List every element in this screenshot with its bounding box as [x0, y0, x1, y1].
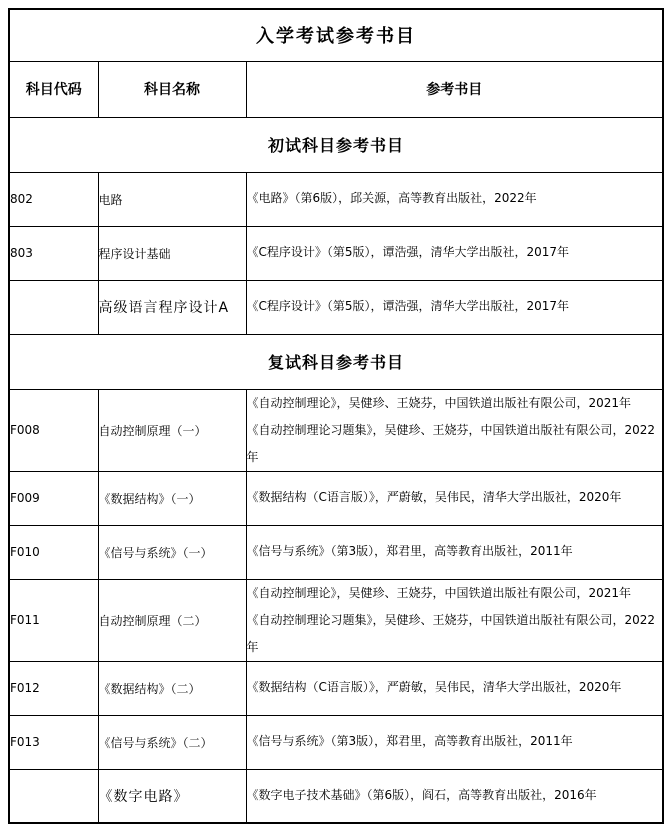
table-title-row — [9, 9, 663, 61]
book-reference: 《自动控制理论习题集》，吴健珍、王娆芬，中国铁道出版社有限公司，2022年 — [246, 612, 656, 654]
table-row — [9, 172, 663, 226]
book-reference: 《数字电子技术基础》（第6版），阎石，高等教育出版社，2016年 — [246, 788, 597, 803]
section-header: 复试科目参考书目 — [9, 334, 663, 389]
reference-books-table — [8, 8, 664, 824]
table-row — [9, 525, 663, 579]
reference-books-cell — [246, 226, 663, 280]
subject-name: 电路 — [98, 172, 246, 226]
subject-code: F011 — [9, 579, 98, 661]
column-header-row — [9, 61, 663, 117]
book-reference: 《信号与系统》（第3版），郑君里，高等教育出版社，2011年 — [246, 734, 573, 749]
table-row — [9, 471, 663, 525]
page-title: 入学考试参考书目 — [9, 9, 663, 61]
table-row — [9, 769, 663, 823]
reference-books-cell — [246, 280, 663, 334]
column-header-subject-name: 科目名称 — [98, 61, 246, 117]
subject-name: 《数据结构》（一） — [98, 471, 246, 525]
book-reference: 《数据结构（C语言版）》，严蔚敏，吴伟民，清华大学出版社，2020年 — [246, 680, 622, 695]
book-reference: 《信号与系统》（第3版），郑君里，高等教育出版社，2011年 — [246, 544, 573, 559]
reference-books-cell — [246, 579, 663, 661]
book-reference: 《自动控制理论》，吴健珍、王娆芬，中国铁道出版社有限公司，2021年 — [246, 585, 632, 600]
book-reference: 《C程序设计》（第5版），谭浩强，清华大学出版社，2017年 — [246, 245, 570, 260]
table-row — [9, 280, 663, 334]
reference-books-cell — [246, 389, 663, 471]
section-header: 初试科目参考书目 — [9, 117, 663, 172]
reference-books-cell — [246, 525, 663, 579]
subject-name: 《信号与系统》（一） — [98, 525, 246, 579]
column-header-subject-code: 科目代码 — [9, 61, 98, 117]
section-header-row — [9, 117, 663, 172]
reference-books-cell — [246, 172, 663, 226]
book-reference: 《电路》（第6版），邱关源，高等教育出版社，2022年 — [246, 191, 537, 206]
table-row — [9, 715, 663, 769]
subject-code — [9, 769, 98, 823]
subject-name: 《信号与系统》（二） — [98, 715, 246, 769]
subject-name: 《数据结构》（二） — [98, 661, 246, 715]
book-reference: 《自动控制理论习题集》，吴健珍、王娆芬，中国铁道出版社有限公司，2022年 — [246, 422, 656, 464]
book-reference: 《数据结构（C语言版）》，严蔚敏，吴伟民，清华大学出版社，2020年 — [246, 490, 622, 505]
subject-name: 自动控制原理（二） — [98, 579, 246, 661]
subject-name: 高级语言程序设计A — [98, 280, 246, 334]
table-row — [9, 661, 663, 715]
reference-books-cell — [246, 661, 663, 715]
book-reference: 《C程序设计》（第5版），谭浩强，清华大学出版社，2017年 — [246, 299, 570, 314]
subject-code: F008 — [9, 389, 98, 471]
subject-code: 802 — [9, 172, 98, 226]
reference-books-cell — [246, 769, 663, 823]
subject-code: F013 — [9, 715, 98, 769]
section-header-row — [9, 334, 663, 389]
book-reference: 《自动控制理论》，吴健珍、王娆芬，中国铁道出版社有限公司，2021年 — [246, 395, 632, 410]
column-header-reference-books: 参考书目 — [246, 61, 663, 117]
reference-books-cell — [246, 715, 663, 769]
table-row — [9, 226, 663, 280]
subject-name: 程序设计基础 — [98, 226, 246, 280]
reference-books-cell — [246, 471, 663, 525]
subject-code — [9, 280, 98, 334]
subject-code: F012 — [9, 661, 98, 715]
subject-name: 《数字电路》 — [98, 769, 246, 823]
subject-code: F009 — [9, 471, 98, 525]
subject-code: F010 — [9, 525, 98, 579]
subject-code: 803 — [9, 226, 98, 280]
table-row — [9, 389, 663, 471]
subject-name: 自动控制原理（一） — [98, 389, 246, 471]
table-row — [9, 579, 663, 661]
